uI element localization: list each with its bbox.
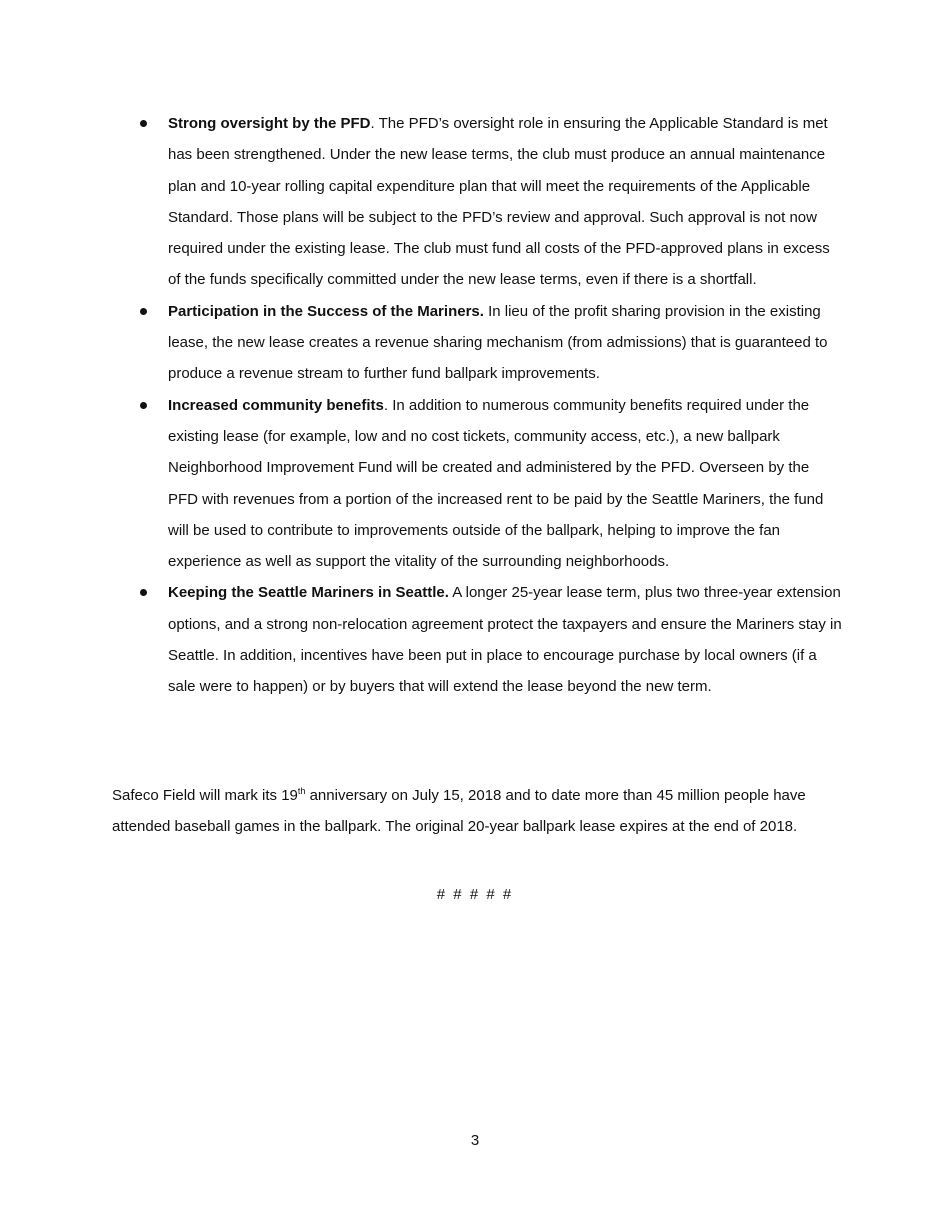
bullet-heading: Participation in the Success of the Mariners.	[168, 302, 484, 320]
bullet-text: . In addition to numerous community benefits required under the existing lease (for example, low and no cost tickets, community access, etc.), a new ballpark Neighborhood Improvement Fund will be created and administered by the PFD. Overseen by the PFD with revenues from a portion of the increased rent to be paid by the Seattle Mariners, the fund will be used to contribute to improvements outside of the ballpark, helping to improve the fan experience as well as support the vitality of the surrounding neighborhoods.	[168, 396, 824, 571]
closing-text-start: Safeco Field will mark its 19	[112, 787, 298, 804]
closing-text-end: anniversary on July 15, 2018 and to date more than 45 million people have attended baseball games in the ballpark. The original 20-year ballpark lease expires at the end of 2018.	[112, 787, 806, 836]
closing-paragraph	[112, 780, 847, 843]
bullet-icon	[140, 402, 147, 409]
bullet-text: . The PFD’s oversight role in ensuring the Applicable Standard is met has been strengthened. Under the new lease terms, the club must produce an annual maintenance plan and 10-year rolling capital expenditure plan that will meet the requirements of the Applicable Standard. Those plans will be subject to the PFD’s review and approval. Such approval is not now required under the existing lease. The club must fund all costs of the PFD-approved plans in excess of the funds specifically committed under the new lease terms, even if there is a shortfall.	[168, 115, 830, 289]
end-of-release-mark: # # # # #	[436, 886, 514, 903]
page-number: 3	[470, 1132, 480, 1149]
bullet-item-oversight	[112, 108, 842, 296]
benefits-bullet-list	[112, 108, 842, 703]
bullet-item-participation	[112, 296, 842, 390]
bullet-icon	[140, 308, 147, 315]
bullet-heading: Increased community benefits	[168, 396, 384, 414]
bullet-icon	[140, 120, 147, 127]
bullet-text: In lieu of the profit sharing provision in the existing lease, the new lease creates a revenue sharing mechanism (from admissions) that is guaranteed to produce a revenue stream to further fund ballpark improvements.	[168, 302, 828, 383]
bullet-text: A longer 25-year lease term, plus two three-year extension options, and a strong non-relocation agreement protect the taxpayers and ensure the Mariners stay in Seattle. In addition, incentives have been put in place to encourage purchase by local owners (if a sale were to happen) or by buyers that will extend the lease beyond the new term.	[168, 584, 842, 696]
bullet-heading: Strong oversight by the PFD	[168, 115, 371, 132]
bullet-item-community	[112, 390, 842, 578]
bullet-heading: Keeping the Seattle Mariners in Seattle.	[168, 584, 449, 602]
ordinal-superscript: th	[297, 786, 306, 796]
bullet-item-keeping-mariners	[112, 577, 842, 702]
bullet-icon	[140, 589, 147, 596]
